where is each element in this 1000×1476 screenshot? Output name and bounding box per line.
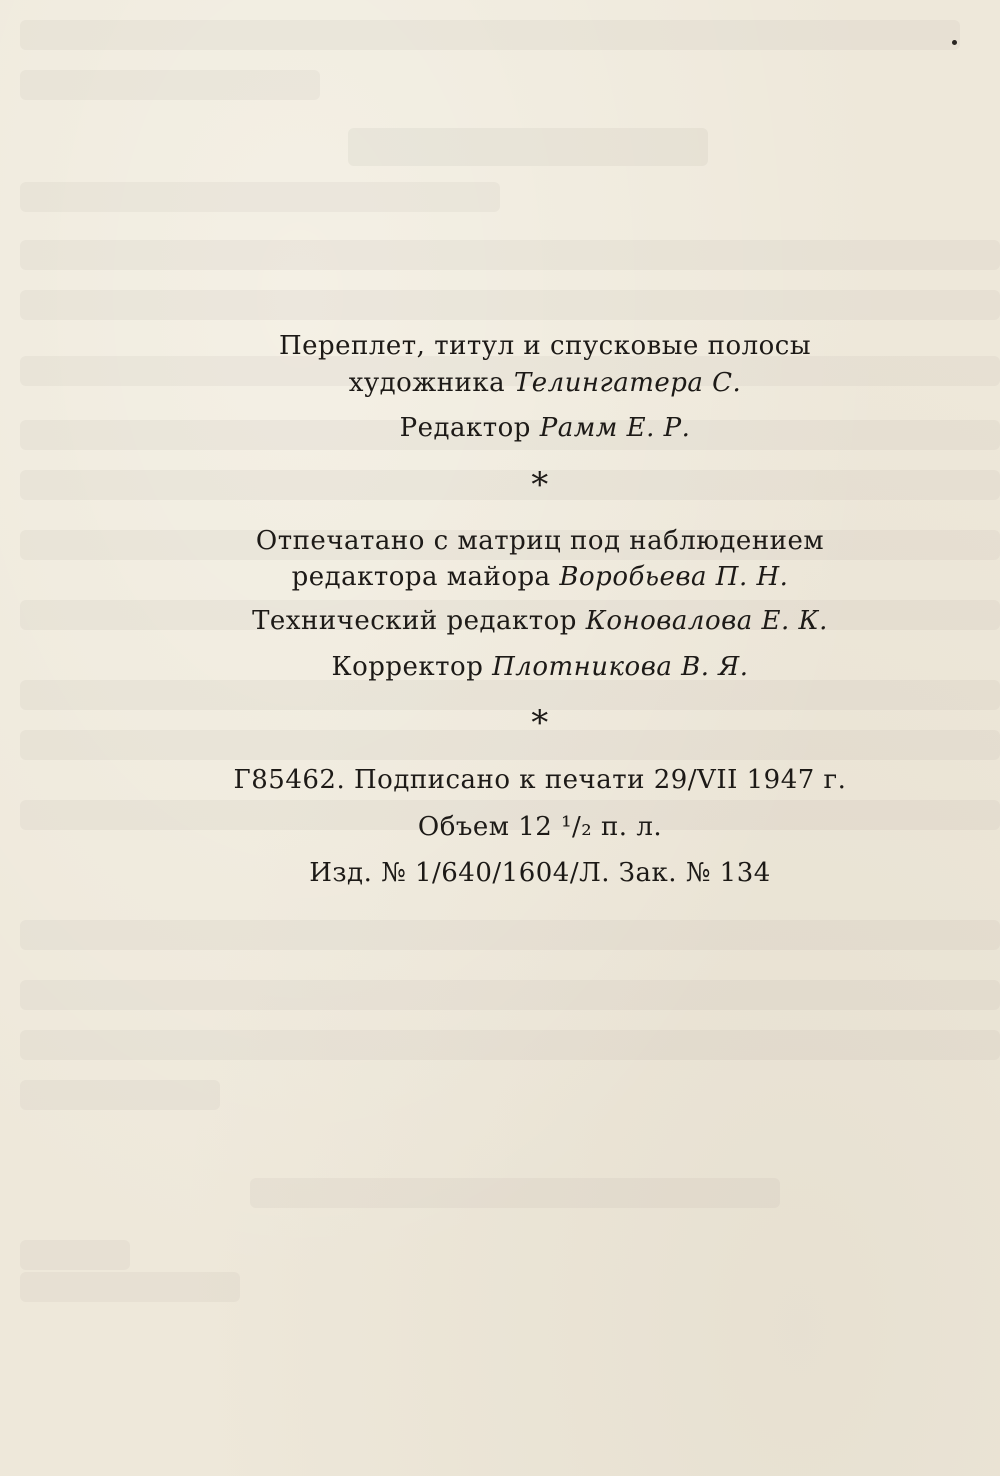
asterisk-separator: *	[531, 465, 549, 505]
artist-credit-line	[0, 368, 1000, 398]
artist-label: художника	[348, 368, 514, 398]
binding-credit-line: Переплет, титул и спусковые полосы	[278, 331, 812, 361]
publication-number-line: Изд. № 1/640/1604/Л. Зак. № 134	[309, 858, 771, 888]
volume-line: Объем 12 ¹/₂ п. л.	[417, 812, 663, 842]
editor-name: Рамм Е. Р.	[539, 413, 691, 443]
printing-speck	[952, 40, 957, 45]
supervising-editor-line	[0, 562, 1000, 592]
corrector-line	[0, 652, 1000, 682]
editor-label: Редактор	[399, 413, 540, 443]
technical-editor-name: Коновалова Е. К.	[585, 606, 828, 636]
technical-editor-line	[0, 606, 1000, 636]
artist-name: Телингатера С.	[513, 368, 742, 398]
supervising-editor-label: редактора майора	[291, 562, 560, 592]
show-through-heading	[348, 128, 708, 166]
printed-from-matrices-line: Отпечатано с матриц под наблюдением	[255, 526, 825, 556]
signed-to-print-line: Г85462. Подписано к печати 29/VII 1947 г.	[233, 765, 847, 795]
supervising-editor-name: Воробьева П. Н.	[559, 562, 789, 592]
technical-editor-label: Технический редактор	[252, 606, 586, 636]
corrector-label: Корректор	[331, 652, 493, 682]
corrector-name: Плотникова В. Я.	[492, 652, 749, 682]
asterisk-separator: *	[531, 703, 549, 743]
editor-credit-line	[0, 413, 1000, 443]
